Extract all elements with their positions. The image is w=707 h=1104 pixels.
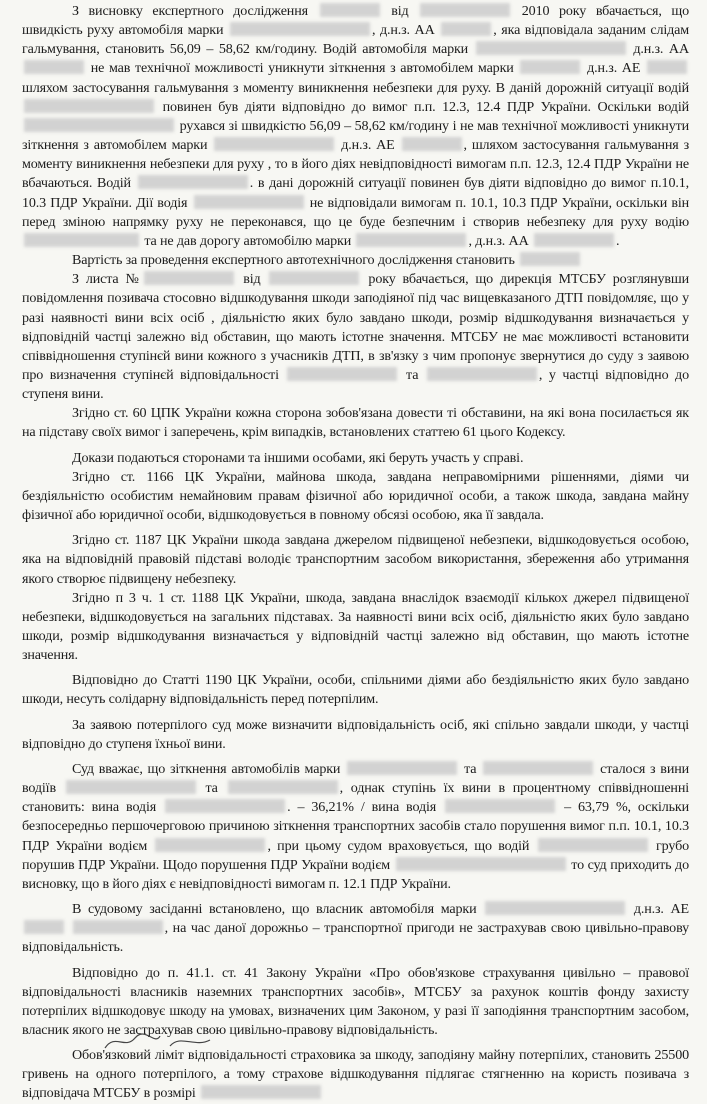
document-body bbox=[22, 2, 689, 1104]
redacted-text bbox=[24, 233, 139, 247]
text-segment: – 63,79 %, оскільки безпосередньо першочерговою причиною зіткнення транспортних засобів стало порушення вимог п.п. 10.1, 10.3 ПДР України водієм bbox=[22, 799, 689, 854]
redacted-text bbox=[320, 3, 380, 17]
redacted-text bbox=[485, 901, 625, 915]
text-segment: Згідно ст. 1187 ЦК України шкода завдана джерелом підвищеної небезпеки, відшкодовується особою, яка на відповідній правовій підставі володіє транспортним засобом використання, збереження або утримання якого створює підвищену небезпеку. bbox=[22, 532, 689, 587]
text-segment: не відповідали вимогам п. 10.1, 10.3 ПДР України, оскільки він перед зміною напрямку руху не переконався, що це буде безпечним і створив небезпеку для руху водію bbox=[22, 194, 689, 230]
text-segment: від bbox=[236, 271, 268, 288]
redacted-text bbox=[66, 780, 196, 794]
redacted-text bbox=[144, 271, 234, 285]
redacted-text bbox=[347, 761, 457, 775]
text-segment: та bbox=[197, 780, 226, 797]
text-segment: д.н.з. АЕ bbox=[627, 901, 689, 918]
redacted-text bbox=[73, 920, 163, 934]
paragraph-p2 bbox=[22, 251, 689, 270]
text-segment: року вбачається, що дирекція МТСБУ розглянувши повідомлення позивача стосовно відшкодування шкоди заподіяної під час вищевказаного ДТП повідомляє, що у разі наявності вини всіх осіб , діяльністю яких було завдано шкоди, розмір відшкодування визначається у відповідній частці залежно від обставин, що мають істотне значення. МТСБУ не має можливості встановити співвідношення ступінєй вини кожного з учасників ДТП, в зв'язку з чим пропонує звернутися до суду з заявою про визначення ступінєй відповідальності bbox=[22, 271, 690, 383]
redacted-text bbox=[483, 761, 593, 775]
paragraph-p4 bbox=[22, 404, 689, 442]
text-segment: д.н.з. АЕ bbox=[336, 137, 400, 154]
redacted-text bbox=[24, 60, 84, 74]
paragraph-p9 bbox=[22, 671, 689, 709]
text-segment: , д.н.з. АА bbox=[371, 22, 440, 39]
text-segment: шляхом застосування гальмування з моменту виникнення небезпеки для руху. В даній дорожній ситуації водій bbox=[22, 79, 689, 96]
text-segment: , яка відповідала заданим слідам гальмування, становить 56,09 – 58,62 км/годину. Водій автомобіля марки bbox=[22, 22, 689, 58]
text-segment: . bbox=[615, 232, 620, 249]
text-segment: сталося з вини водіїв bbox=[22, 760, 689, 797]
text-segment: 2010 року вбачається, що швидкість руху автомобіля марки bbox=[22, 3, 689, 39]
redacted-text bbox=[356, 233, 466, 247]
paragraph-p10 bbox=[22, 716, 689, 754]
text-segment: Згідно ст. 60 ЦПК України кожна сторона зобов'язана довести ті обставини, на які вона посилається як на підставу своїх вимог і заперечень, крім випадків, встановлених статтею 61 цього Кодексу. bbox=[22, 405, 689, 441]
text-segment: та bbox=[399, 366, 425, 383]
signature-mark bbox=[100, 1028, 220, 1052]
text-segment: Суд вважає, що зіткнення автомобілів марки bbox=[72, 760, 346, 777]
paragraph-p5 bbox=[22, 449, 689, 468]
text-segment: З висновку експертного дослідження bbox=[72, 3, 318, 19]
redacted-text bbox=[228, 780, 338, 794]
redacted-text bbox=[445, 799, 555, 813]
text-segment: та bbox=[459, 760, 482, 777]
redacted-text bbox=[138, 175, 248, 189]
text-segment: З листа № bbox=[72, 271, 143, 288]
paragraph-p3 bbox=[22, 270, 689, 404]
text-segment: , однак ступінь їх вини в процентному співвідношенні становить: вина водія bbox=[22, 780, 689, 816]
redacted-text bbox=[441, 22, 491, 36]
text-segment: Відповідно до Статті 1190 ЦК України, особи, спільними діями або бездіяльністю яких було завдано шкоди, несуть солідарну відповідальність перед потерпілим. bbox=[22, 672, 689, 708]
redacted-text bbox=[24, 118, 174, 132]
text-segment bbox=[66, 920, 71, 936]
redacted-text bbox=[155, 838, 265, 852]
redacted-text bbox=[476, 41, 626, 55]
text-segment: За заявою потерпілого суд може визначити відповідальність осіб, які спільно завдали шкоди, у частці відповідно до ступеня їхньої вини. bbox=[22, 716, 689, 752]
paragraph-p11 bbox=[22, 760, 689, 894]
text-segment: Обов'язковий ліміт відповідальності страховика за шкоду, заподіяну майну потерпілих, становить 25500 гривень на одного потерпілого, а тому страхове відшкодування підлягає стягненню на користь позивача з відповідача МТСБУ в розмірі bbox=[22, 1047, 689, 1102]
text-segment: , у частці відповідно до ступеня вини. bbox=[22, 366, 689, 403]
redacted-text bbox=[396, 857, 566, 871]
paragraph-p6 bbox=[22, 468, 689, 525]
paragraph-p12 bbox=[22, 900, 689, 957]
text-segment: , шляхом застосування гальмування з моменту виникнення небезпеки для руху , то в його діях невідповідності вимогам п.п. 12.3, 12.4 ПДР України не вбачаються. Водій bbox=[22, 137, 689, 192]
text-segment: Відповідно до п. 41.1. ст. 41 Закону України «Про обов'язкове страхування цивільно – правової відповідальності власників наземних транспортних засобів», МТСБУ за рахунок коштів фонду захисту потерпілих відшкодовує шкоду на умовах, визначених цим Законом, у разі її заподіяння транспортним засобом, власник якого не застрахував свою цивільно-правову відповідальність. bbox=[22, 964, 689, 1038]
text-segment: д.н.з. АЕ bbox=[582, 60, 645, 77]
text-segment: Згідно ст. 1166 ЦК України, майнова шкода, завдана неправомірними рішеннями, діями чи бездіяльністю особистим немайновим правам фізичної або юридичної особи, а також шкода, завдана майну фізичної або юридичної особи, відшкодовується в повному обсязі особою, яка її завдала. bbox=[22, 468, 689, 524]
redacted-text bbox=[420, 3, 510, 17]
text-segment: , д.н.з. АА bbox=[468, 232, 532, 249]
paragraph-p14 bbox=[22, 1046, 689, 1103]
text-segment: В судовому засіданні встановлено, що власник автомобіля марки bbox=[72, 901, 484, 918]
text-segment: рухався зі швидкістю 56,09 – 58,62 км/годину і не мав технічної можливості уникнути зіткнення з автомобілем марки bbox=[22, 117, 689, 154]
text-segment: Згідно п 3 ч. 1 ст. 1188 ЦК України, шкода, завдана внаслідок взаємодії кількох джерел підвищеної небезпеки, відшкодовується на загальних підставах. За наявності вини всіх осіб, діяльністю яких було завдано шкоди, розмір відшкодування визначається у відповідній частці залежно від обставин, що мають істотне значення. bbox=[22, 589, 689, 664]
redacted-text bbox=[427, 367, 537, 381]
redacted-text bbox=[520, 60, 580, 74]
paragraph-p7 bbox=[22, 531, 689, 588]
text-segment: та не дав дорогу автомобілю марки bbox=[141, 232, 355, 249]
redacted-text bbox=[165, 799, 285, 813]
redacted-text bbox=[201, 1085, 321, 1099]
text-segment: . в дані дорожній ситуації повинен був діяти відповідно до вимог п.10.1, 10.3 ПДР України. Дії водія bbox=[22, 175, 689, 211]
text-segment: то суд приходить до висновку, що в його діях є невідповідності вимогам п. 12.1 ПДР України. bbox=[22, 856, 689, 892]
paragraph-p8 bbox=[22, 589, 689, 666]
redacted-text bbox=[538, 838, 648, 852]
text-segment: грубо порушив ПДР України. Щодо порушення ПДР України водієм bbox=[22, 837, 689, 873]
redacted-text bbox=[287, 367, 397, 381]
redacted-text bbox=[24, 99, 154, 113]
redacted-text bbox=[230, 22, 370, 36]
text-segment: повинен був діяти відповідно до вимог п.п. 12.3, 12.4 ПДР України. Оскільки водій bbox=[156, 98, 689, 115]
paragraph-p1 bbox=[22, 2, 689, 251]
redacted-text bbox=[214, 137, 334, 151]
text-segment: . – 36,21% / вина водія bbox=[287, 799, 444, 816]
redacted-text bbox=[194, 195, 304, 209]
text-segment: Вартість за проведення експертного автотехнічного дослідження становить bbox=[72, 252, 519, 269]
redacted-text bbox=[520, 252, 580, 266]
redacted-text bbox=[269, 271, 359, 285]
text-segment: д.н.з. АА bbox=[627, 41, 689, 58]
text-segment: Докази подаються сторонами та іншими особами, які беруть участь у справі. bbox=[72, 449, 524, 466]
redacted-text bbox=[402, 137, 462, 151]
text-segment: від bbox=[381, 3, 419, 19]
redacted-text bbox=[24, 920, 64, 934]
text-segment: , при цьому судом враховується, що водій bbox=[267, 837, 536, 854]
text-segment: не мав технічної можливості уникнути зіткнення з автомобілем марки bbox=[86, 60, 519, 77]
redacted-text bbox=[534, 233, 614, 247]
redacted-text bbox=[647, 60, 687, 74]
text-segment: , на час даної дорожньо – транспортної пригоди не застрахував свою цивільно-правову відповідальність. bbox=[22, 920, 689, 956]
